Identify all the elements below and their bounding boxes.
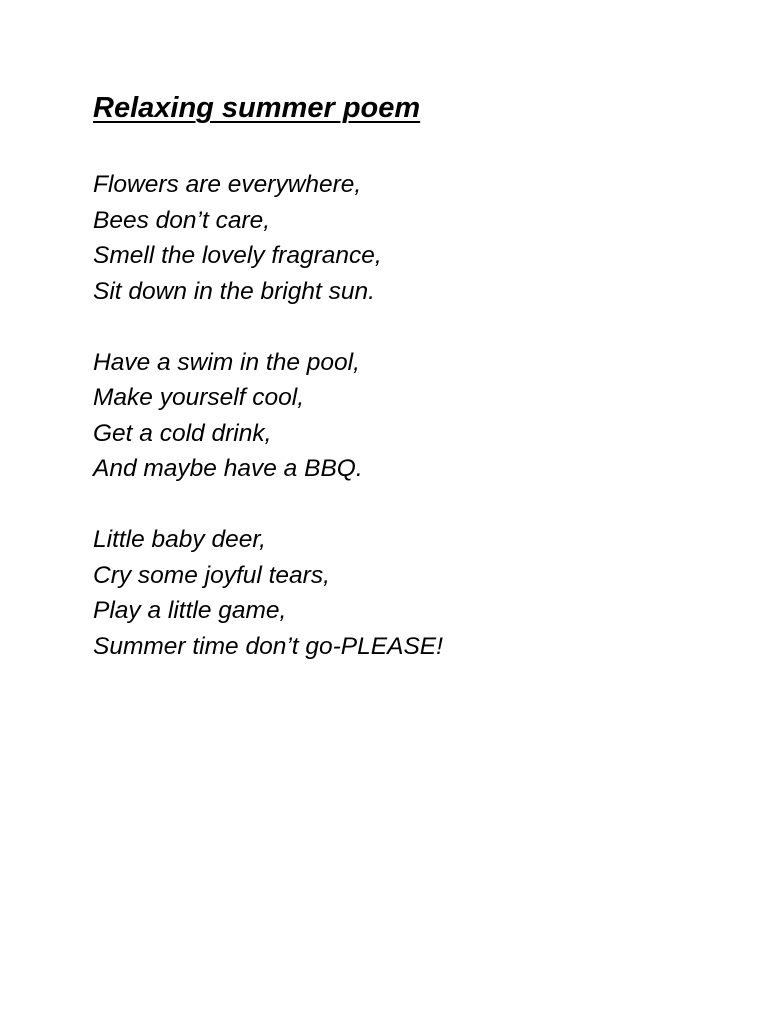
stanza-1 [93, 167, 713, 309]
poem-line: Have a swim in the pool, [93, 348, 360, 376]
poem-line: Sit down in the bright sun. [93, 277, 375, 305]
poem-line: Summer time don’t go-PLEASE! [93, 632, 443, 660]
poem-line: And maybe have a BBQ. [93, 455, 363, 482]
poem-line: Play a little game, [93, 597, 287, 624]
stanza-2 [93, 345, 713, 487]
poem-line: Bees don’t care, [93, 206, 271, 234]
poem-title: Relaxing summer poem [93, 92, 421, 124]
poem-line: Smell the lovely fragrance, [93, 242, 382, 269]
poem-line: Cry some joyful tears, [93, 561, 330, 589]
poem-line: Make yourself cool, [93, 384, 305, 411]
poem-line: Little baby deer, [93, 526, 266, 553]
poem-line: Flowers are everywhere, [93, 171, 362, 198]
poem-line: Get a cold drink, [93, 419, 272, 447]
stanza-3 [93, 522, 713, 664]
document-page [93, 88, 713, 700]
